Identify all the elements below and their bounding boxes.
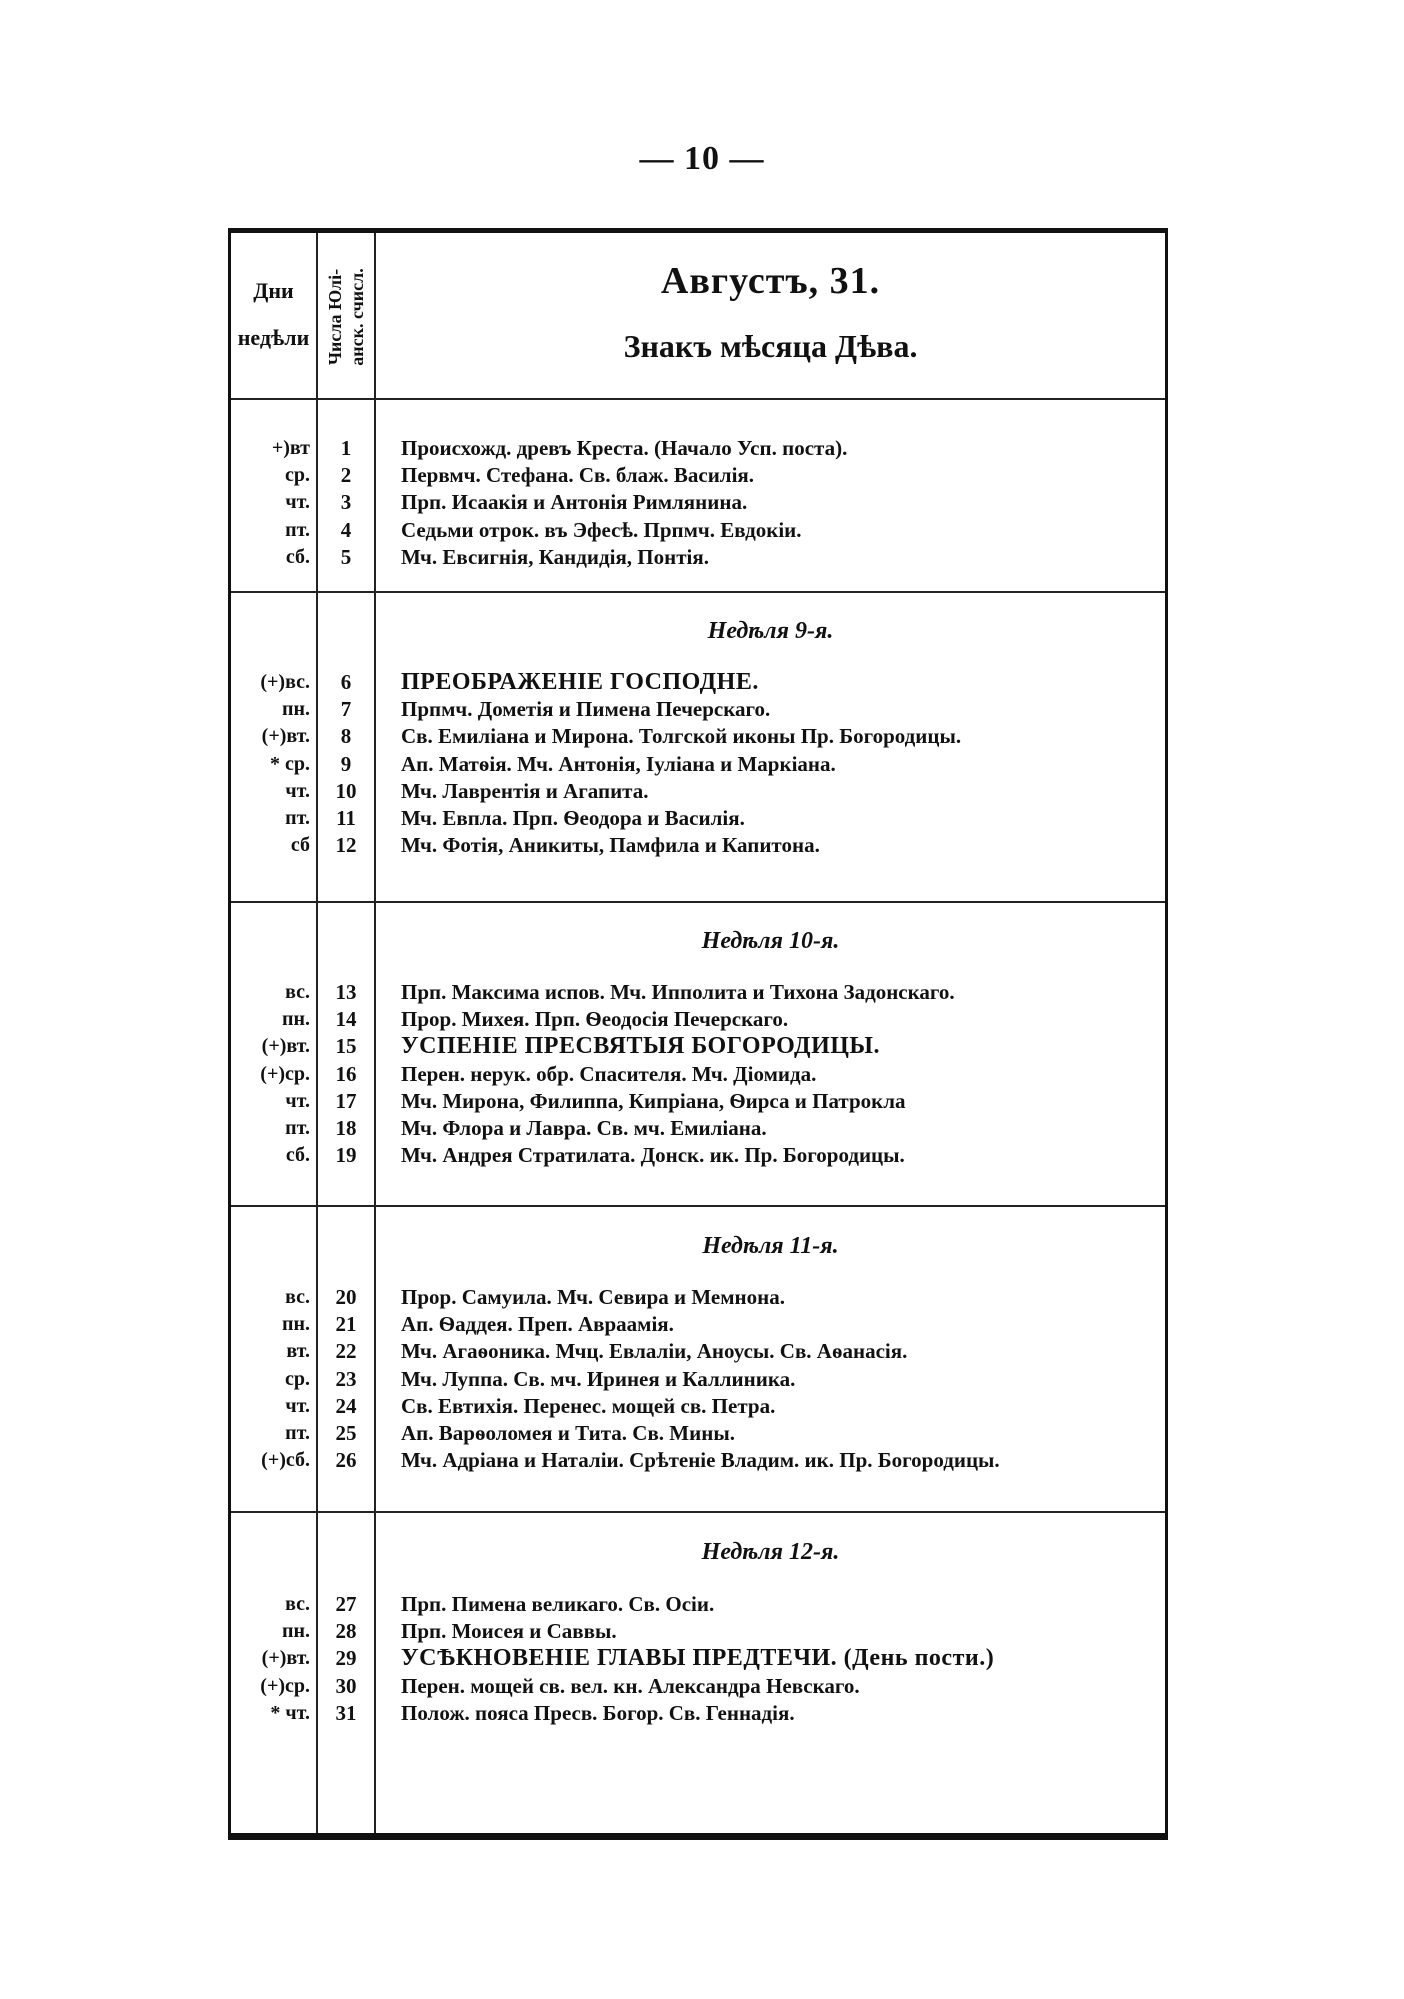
commemoration-text: Мч. Адріана и Наталіи. Срѣтеніе Владим. ик. Пр. Богородицы. bbox=[401, 1448, 1000, 1473]
weekday-label: (+)ср. bbox=[260, 1674, 310, 1697]
weekday-label: сб. bbox=[285, 1144, 310, 1167]
commemoration-text: УСѢКНОВЕНІЕ ГЛАВЫ ПРЕДТЕЧИ. (День пости.) bbox=[401, 1645, 995, 1672]
day-number: 21 bbox=[335, 1312, 357, 1337]
calendar-row bbox=[231, 979, 1165, 1006]
calendar-row bbox=[231, 1447, 1165, 1474]
calendar-row bbox=[231, 1142, 1165, 1169]
section-divider bbox=[231, 1205, 1165, 1207]
weekday-label: чт. bbox=[285, 779, 310, 802]
calendar-row bbox=[231, 805, 1165, 832]
weekday-label: пн. bbox=[281, 1008, 310, 1031]
day-number: 9 bbox=[340, 751, 352, 776]
commemoration-text: Мч. Агаѳоника. Мчц. Евлаліи, Аноусы. Св. Аѳанасія. bbox=[401, 1339, 908, 1364]
day-number: 11 bbox=[336, 806, 356, 830]
weekday-label: пт. bbox=[285, 1422, 310, 1444]
commemoration-text: Прп. Моисея и Саввы. bbox=[401, 1619, 617, 1644]
section-divider bbox=[231, 591, 1165, 593]
month-title: Августъ, 31. bbox=[660, 260, 881, 302]
weekday-label: (+)вт. bbox=[261, 1647, 310, 1670]
weekday-label: пт. bbox=[285, 807, 310, 829]
week-title: Недѣля 11-я. bbox=[702, 1233, 839, 1259]
commemoration-text: Происхожд. древъ Креста. (Начало Усп. поста). bbox=[401, 436, 848, 460]
commemoration-text: Полож. пояса Пресв. Богор. Св. Геннадія. bbox=[401, 1700, 795, 1725]
weekday-label: вс. bbox=[285, 981, 310, 1003]
weekday-label: (+)вт. bbox=[261, 725, 310, 748]
day-number: 23 bbox=[335, 1366, 357, 1391]
commemoration-text: Мч. Евпла. Прп. Ѳеодора и Василія. bbox=[401, 806, 745, 830]
commemoration-text: Ап. Варѳоломея и Тита. Св. Мины. bbox=[401, 1421, 735, 1445]
calendar-row bbox=[231, 696, 1165, 723]
day-number: 10 bbox=[335, 778, 357, 803]
weekday-label: сб bbox=[290, 834, 310, 857]
day-number: 26 bbox=[335, 1448, 357, 1473]
day-number: 30 bbox=[335, 1673, 357, 1698]
column-header-day-line1: Дни bbox=[253, 278, 294, 303]
calendar-row bbox=[231, 517, 1165, 544]
weekday-label: ср. bbox=[285, 464, 310, 487]
weekday-label: чт. bbox=[285, 1394, 310, 1417]
weekday-label: вт. bbox=[286, 1340, 310, 1363]
column-header-date bbox=[318, 239, 374, 394]
day-number: 17 bbox=[335, 1088, 357, 1113]
week-title: Недѣля 9-я. bbox=[707, 618, 834, 644]
weekday-label: (+)вс. bbox=[260, 671, 310, 693]
calendar-row bbox=[231, 1311, 1165, 1338]
calendar-row bbox=[231, 1338, 1165, 1365]
calendar-row bbox=[231, 1673, 1165, 1700]
week-title: Недѣля 12-я. bbox=[701, 1539, 840, 1565]
day-number: 2 bbox=[340, 463, 352, 488]
day-number: 28 bbox=[335, 1619, 357, 1644]
day-number: 24 bbox=[335, 1393, 357, 1418]
weekday-label: пн. bbox=[281, 1313, 310, 1336]
day-number: 13 bbox=[335, 980, 357, 1004]
commemoration-text: Св. Евтихія. Перенес. мощей св. Петра. bbox=[401, 1393, 776, 1418]
column-header-date-label: Числа Юлі- анск. счисл. bbox=[325, 267, 367, 366]
day-number: 15 bbox=[335, 1034, 357, 1059]
calendar-row bbox=[231, 544, 1165, 571]
commemoration-text: Св. Емиліана и Мирона. Толгской иконы Пр. Богородицы. bbox=[401, 724, 962, 749]
commemoration-text: Седьми отрок. въ Эфесѣ. Прпмч. Евдокіи. bbox=[401, 517, 802, 542]
day-number: 3 bbox=[340, 490, 352, 515]
weekday-label: ср. bbox=[285, 1367, 310, 1390]
weekday-label: пт. bbox=[285, 518, 310, 541]
day-number: 6 bbox=[340, 670, 352, 694]
weekday-label: чт. bbox=[285, 491, 310, 514]
commemoration-text: Мч. Фотія, Аникиты, Памфила и Капитона. bbox=[401, 833, 820, 858]
day-number: 31 bbox=[335, 1700, 357, 1725]
day-number: 7 bbox=[340, 697, 352, 722]
calendar-row bbox=[231, 435, 1165, 462]
weekday-label: пн. bbox=[281, 1620, 310, 1643]
calendar-row bbox=[231, 1700, 1165, 1727]
calendar-row bbox=[231, 1033, 1165, 1060]
weekday-label: вс. bbox=[285, 1593, 310, 1615]
commemoration-text: Мч. Евсигнія, Кандидія, Понтія. bbox=[401, 544, 710, 569]
weekday-label: сб. bbox=[285, 545, 310, 568]
weekday-label: (+)сб. bbox=[261, 1449, 310, 1472]
commemoration-text: Перен. мощей св. вел. кн. Александра Невскаго. bbox=[401, 1673, 860, 1698]
calendar-row bbox=[231, 669, 1165, 696]
day-number: 27 bbox=[335, 1592, 357, 1616]
commemoration-text: Перен. нерук. обр. Спасителя. Мч. Діомида. bbox=[401, 1061, 817, 1086]
calendar-row bbox=[231, 1366, 1165, 1393]
day-number: 20 bbox=[335, 1285, 357, 1309]
calendar-row bbox=[231, 778, 1165, 805]
day-number: 29 bbox=[335, 1646, 357, 1671]
zodiac-sign: Знакъ мѣсяца Дѣва. bbox=[623, 328, 918, 364]
commemoration-text: Прор. Самуила. Мч. Севира и Мемнона. bbox=[401, 1285, 785, 1309]
day-number: 5 bbox=[340, 544, 352, 569]
calendar-row bbox=[231, 1393, 1165, 1420]
commemoration-text: Прп. Исаакія и Антонія Римлянина. bbox=[401, 490, 748, 515]
weekday-label: (+)вт. bbox=[261, 1035, 310, 1058]
calendar-row bbox=[231, 832, 1165, 859]
day-number: 12 bbox=[335, 833, 357, 858]
column-header-day bbox=[231, 233, 316, 398]
day-number: 19 bbox=[335, 1143, 357, 1168]
day-number: 8 bbox=[340, 724, 352, 749]
commemoration-text: Мч. Мирона, Филиппа, Кипріана, Ѳирса и Патрокла bbox=[401, 1088, 906, 1113]
weekday-label: пт. bbox=[285, 1117, 310, 1139]
day-number: 1 bbox=[340, 436, 352, 460]
calendar-table bbox=[228, 228, 1168, 1840]
commemoration-text: Прп. Пимена великаго. Св. Осіи. bbox=[401, 1592, 715, 1616]
commemoration-text: Мч. Луппа. Св. мч. Иринея и Каллиника. bbox=[401, 1366, 796, 1391]
calendar-row bbox=[231, 1618, 1165, 1645]
commemoration-text: Мч. Андрея Стратилата. Донск. ик. Пр. Богородицы. bbox=[401, 1143, 905, 1168]
day-number: 18 bbox=[335, 1116, 357, 1140]
calendar-row bbox=[231, 1088, 1165, 1115]
commemoration-text: Мч. Флора и Лавра. Св. мч. Емиліана. bbox=[401, 1116, 767, 1140]
commemoration-text: Первмч. Стефана. Св. блаж. Василія. bbox=[401, 463, 755, 488]
commemoration-text: Ап. Матѳія. Мч. Антонія, Іуліана и Маркіана. bbox=[401, 751, 836, 776]
commemoration-text: Прп. Максима испов. Мч. Ипполита и Тихона Задонскаго. bbox=[401, 980, 955, 1004]
commemoration-text: Ап. Ѳаддея. Преп. Авраамія. bbox=[401, 1312, 674, 1337]
calendar-row bbox=[231, 462, 1165, 489]
weekday-label: (+)ср. bbox=[260, 1062, 310, 1085]
commemoration-text: Прор. Михея. Прп. Ѳеодосія Печерскаго. bbox=[401, 1007, 789, 1032]
weekday-label: * ср. bbox=[270, 752, 310, 775]
calendar-row bbox=[231, 1645, 1165, 1672]
section-divider bbox=[231, 398, 1165, 400]
commemoration-text: Прпмч. Дометія и Пимена Печерскаго. bbox=[401, 697, 771, 722]
commemoration-text: ПРЕОБРАЖЕНІЕ ГОСПОДНЕ. bbox=[401, 669, 759, 695]
day-number: 22 bbox=[335, 1339, 357, 1364]
calendar-row bbox=[231, 1420, 1165, 1447]
day-number: 16 bbox=[335, 1061, 357, 1086]
calendar-row bbox=[231, 1061, 1165, 1088]
calendar-row bbox=[231, 1115, 1165, 1142]
weekday-label: * чт. bbox=[270, 1701, 310, 1724]
section-divider bbox=[231, 1511, 1165, 1513]
calendar-row bbox=[231, 1284, 1165, 1311]
day-number: 25 bbox=[335, 1421, 357, 1445]
calendar-row bbox=[231, 1591, 1165, 1618]
weekday-label: пн. bbox=[281, 698, 310, 721]
calendar-row bbox=[231, 751, 1165, 778]
calendar-row bbox=[231, 1006, 1165, 1033]
commemoration-text: Мч. Лаврентія и Агапита. bbox=[401, 778, 649, 803]
calendar-row bbox=[231, 723, 1165, 750]
weekday-label: чт. bbox=[285, 1089, 310, 1112]
weekday-label: вс. bbox=[285, 1286, 310, 1308]
section-divider bbox=[231, 901, 1165, 903]
calendar-row bbox=[231, 489, 1165, 516]
week-title: Недѣля 10-я. bbox=[701, 928, 840, 954]
commemoration-text: УСПЕНІЕ ПРЕСВЯТЫЯ БОГОРОДИЦЫ. bbox=[401, 1033, 880, 1060]
day-number: 4 bbox=[340, 517, 352, 542]
page-number: — 10 — bbox=[639, 140, 765, 177]
weekday-label: +)вт bbox=[271, 437, 310, 459]
day-number: 14 bbox=[335, 1007, 357, 1032]
column-header-day-line2: недѣли bbox=[237, 325, 310, 350]
